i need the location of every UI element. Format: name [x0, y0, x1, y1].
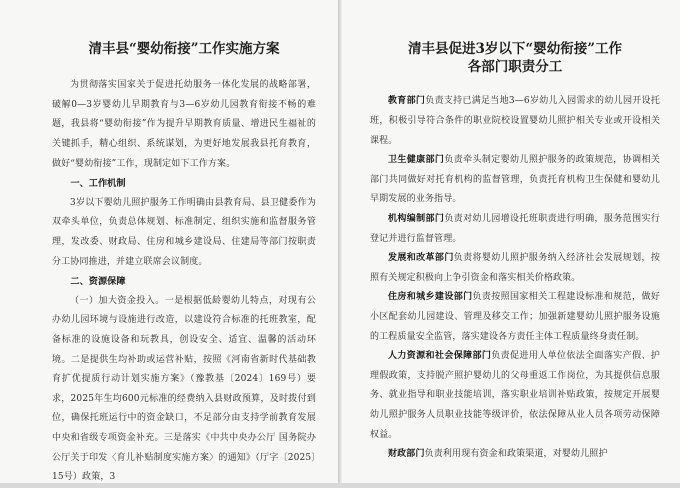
duty-dept: 机构编制部门: [388, 214, 445, 224]
right-document-page: [342, 0, 680, 483]
duty-text: 负责促进用人单位依法全面落实产假、护理假政策，支持脱产照护婴幼儿的父母重返工作岗位，为其提供信息服务、就业指导和职业技能培训，落实职业培训补贴政策，按规定开展婴幼儿照护服务人员职业技能等级评价，依法保障从业人员各项劳动保障权益。: [370, 351, 660, 440]
duty-dept: 财政部门: [388, 449, 425, 460]
duty-paragraph-education: [370, 92, 660, 151]
funding-paragraph: [52, 292, 316, 488]
right-title-line-1: 清丰县促进3岁以下“婴幼衔接”工作: [408, 41, 622, 57]
funding-text: 一是根据低龄婴幼儿特点，对现有公办幼儿园环境与设施进行改造，以建设符合标准的托班教室，配备标准的设施设备和玩教具，创设安全、适宜、温馨的活动环境。二是提供生均补助或运营补贴，按照《河南省新时代基础教育扩优提质行动计划实施方案》（豫教基〔2024〕169号）要求，2025年生均600元标准的经费纳入县财政预算，及时拨付到位，确保托班运行中的资金缺口，不足部分由支持学前教育发展中央和省级专项资金补充。三是落实《中共中央办公厅 国务院办公厅关于印发〈育儿补贴制度实施方案〉的通知》（厅字〔2025〕15号）政策，3: [52, 295, 316, 483]
left-document-page: [0, 0, 338, 483]
duty-dept: 发展和改革部门: [388, 253, 454, 264]
section-heading-resource-guarantee: 二、资源保障: [70, 276, 126, 288]
duty-paragraph-housing: [370, 288, 660, 347]
section-heading-work-mechanism: 一、工作机制: [70, 178, 126, 190]
duty-paragraph-staffing: [370, 210, 660, 249]
duty-text: 负责按照国家相关工程建设标准和规范，做好小区配套幼儿园建设、管理及移交工作；加强新建婴幼儿照护服务设施的工程质量安全监管，落实建设各方责任主体工程质量终身责任制。: [370, 292, 660, 342]
work-mechanism-paragraph: 3岁以下婴幼儿照护服务工作明确由县教育局、县卫健委作为双牵头单位，负责总体规划、标准制定、组织实施和监督服务管理，发改委、财政局、住房和城乡建设局、住建局等部门按职责分工协同推进，并建立联席会议制度。: [52, 197, 316, 267]
duty-dept: 卫生健康部门: [388, 155, 445, 166]
right-title-line-2: 各部门职责分工: [467, 59, 563, 76]
right-page-title: [370, 40, 660, 76]
duty-text: 负责支持已满足当地3—6岁幼儿入园需求的幼儿园开设托班，积极引导符合条件的职业院校设置婴幼儿照护相关专业或开设相关课程。: [370, 96, 660, 146]
duty-dept: 住房和城乡建设部门: [388, 292, 473, 303]
duty-paragraph-health: [370, 151, 660, 210]
funding-lead: （一）加大资金投入。: [70, 295, 165, 306]
duty-text: 负责将婴幼儿照护服务纳入经济社会发展规划，按照有关规定积极向上争引资金和落实相关价格政策。: [370, 253, 660, 283]
duty-dept: 教育部门: [388, 96, 426, 107]
duty-text: 负责对幼儿园增设托班职责进行明确，服务范围实行登记并进行监督管理。: [370, 214, 660, 244]
duty-paragraph-finance: [370, 445, 660, 465]
duty-text: 负责利用现有资金和政策渠道，对婴幼儿照护: [424, 449, 608, 460]
duty-paragraph-development: [370, 249, 660, 288]
duty-paragraph-hr: [370, 347, 660, 445]
duty-dept: 人力资源和社会保障部门: [388, 351, 492, 362]
left-page-title: 清丰县“婴幼衔接”工作实施方案: [88, 41, 280, 57]
intro-paragraph: 为贯彻落实国家关于促进托幼服务一体化发展的战略部署，破解0—3岁婴幼儿早期教育与3—6岁幼儿园教育衔接不畅的难题，我县将“婴幼衔接”作为提升早期教育质量、增进民生福祉的关键抓手，精心组织、系统谋划，为更好地发展我县托育教育，做好“婴幼衔接”工作，现制定如下工作方案。: [52, 80, 316, 169]
duty-text: 负责牵头制定婴幼儿照护服务的政策规范，协调相关部门共同做好对托育机构的监督管理，负责托育机构卫生保健和婴幼儿早期发展的业务指导。: [370, 155, 660, 205]
